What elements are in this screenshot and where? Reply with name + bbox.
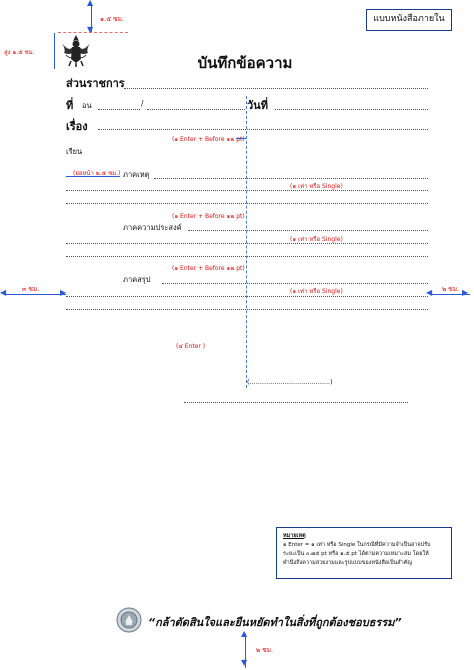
- ref-prefix: อน: [82, 101, 92, 110]
- right-arrow-head-left: ◀: [426, 288, 433, 297]
- intro-line-2: [66, 190, 428, 191]
- ref-no-label: ที่: [66, 99, 74, 112]
- emblem-height-arrow: [54, 33, 55, 69]
- center-guideline: [246, 96, 247, 388]
- intro-section-label: ภาคเหตุ: [123, 170, 150, 179]
- summary-line-3: [66, 309, 428, 310]
- indent-arrow: [66, 176, 120, 177]
- purpose-section-label: ภาคความประสงค์: [123, 223, 182, 232]
- to-label: เรียน: [66, 147, 83, 156]
- note-line-2: ระยะเป็น ๐.๗๕ pt หรือ ๑.๕ pt ได้ตามความเหมาะสม โดยให้: [283, 551, 429, 557]
- enter-guide-1: [236, 138, 246, 139]
- purpose-line-3: [66, 256, 428, 257]
- summary-section-label: ภาคสรุป: [123, 275, 151, 284]
- enter-4-annotation: (๔ Enter ): [176, 343, 206, 350]
- spacing-annotation-3: (๑ เท่า หรือ Single): [290, 288, 343, 295]
- spacing-annotation-2: (๑ เท่า หรือ Single): [290, 236, 343, 243]
- summary-line-2: [66, 296, 428, 297]
- top-arrow-head-bottom: ▼: [87, 25, 94, 34]
- note-line-1: ๑ Enter = ๑ เท่า หรือ Single ในกรณีที่มีความจำเป็นอาจปรับ: [283, 542, 431, 548]
- note-box: [276, 527, 452, 579]
- date-line: [275, 109, 428, 110]
- signature-name-placeholder: (.......................................): [247, 378, 333, 386]
- right-arrow-head-right: ▶: [462, 288, 469, 297]
- note-line-3: คำนึงถึงความสวยงามและรูปแบบของหนังสือเป็นสำคัญ: [283, 560, 413, 566]
- summary-line-1: [162, 283, 428, 284]
- left-margin-label: ๓ ซม.: [22, 285, 40, 293]
- intro-line-1: [154, 178, 428, 179]
- bottom-arrow-head-bottom: ▼: [241, 658, 248, 667]
- indent-label: (ย่อหน้า ๒.๕ ซม.): [73, 170, 121, 177]
- enter-before-annotation-2: (๑ Enter + Before ๑๒ pt): [172, 213, 245, 220]
- agency-label: ส่วนราชการ: [66, 77, 125, 90]
- enter-before-annotation-3: (๑ Enter + Before ๑๒ pt): [172, 265, 245, 272]
- left-arrow-head-right: ▶: [60, 288, 67, 297]
- signature-position-line: [184, 402, 408, 403]
- footer-slogan: “กล้าตัดสินใจและยืนหยัดทำในสิ่งที่ถูกต้องชอบธรรม”: [148, 616, 402, 629]
- date-label: วันที่: [247, 99, 268, 112]
- ref-slash: /: [141, 99, 144, 108]
- top-margin-label: ๑.๕ ซม.: [100, 15, 124, 23]
- note-heading: หมายเหตุ: [283, 533, 306, 539]
- ref-line-2: [147, 109, 245, 110]
- bottom-margin-label: ๒ ซม.: [256, 646, 274, 654]
- ref-line-1: [98, 109, 140, 110]
- page-title: บันทึกข้อความ: [197, 54, 293, 72]
- spacing-annotation-1: (๑ เท่า หรือ Single): [290, 183, 343, 190]
- bottom-arrow-head-top: ▲: [241, 629, 248, 638]
- subject-label: เรื่อง: [66, 120, 88, 133]
- organization-seal-icon: [116, 607, 142, 633]
- form-type-box: [366, 9, 452, 31]
- purpose-line-2: [66, 243, 428, 244]
- intro-line-3: [66, 203, 428, 204]
- left-arrow-head-left: ◀: [0, 288, 7, 297]
- left-margin-arrow: [4, 294, 66, 295]
- right-margin-label: ๒ ซม.: [442, 285, 460, 293]
- purpose-line-1: [188, 230, 428, 231]
- subject-line: [98, 129, 428, 130]
- agency-line: [124, 88, 428, 89]
- garuda-emblem-icon: [60, 33, 92, 67]
- enter-before-annotation-1: (๑ Enter + Before ๑๒ pt): [172, 136, 245, 143]
- form-type-label: แบบหนังสือภายใน: [373, 14, 445, 24]
- emblem-height-label: สูง ๑.๕ ซม.: [4, 49, 35, 56]
- top-arrow-head-top: ▲: [87, 0, 94, 7]
